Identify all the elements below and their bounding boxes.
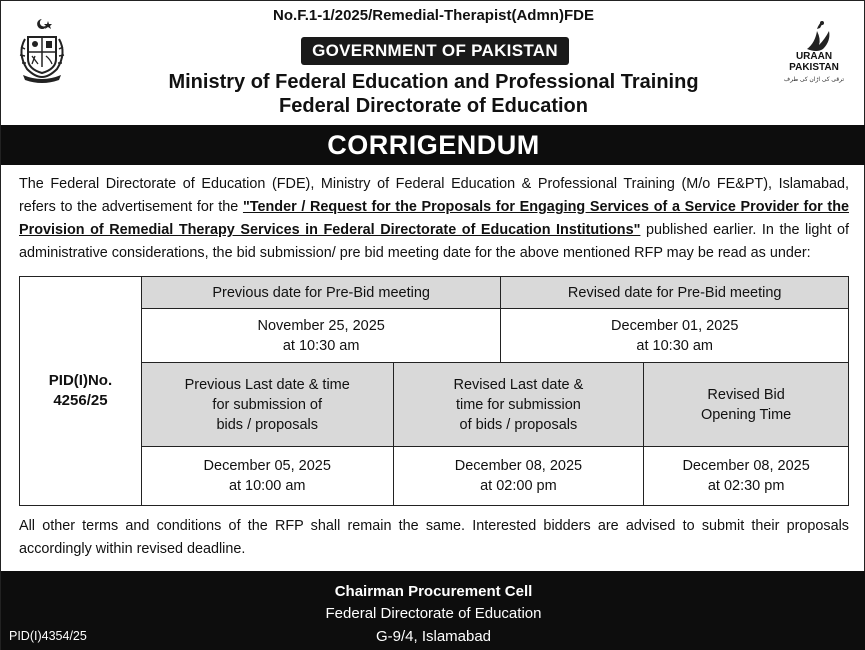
uraan-logo-text — [769, 51, 859, 73]
submission-revised-header — [393, 363, 644, 447]
intro-paragraph — [19, 173, 849, 265]
intro-part-2: published earlier. In the light of administrative considerations, the bid submission/ pre bid meeting date for the above mentioned RFP may be read as under: — [19, 222, 850, 261]
reference-number: No.F.1-1/2025/Remedial-Therapist(Admn)FDE — [273, 7, 594, 24]
submission-previous-date: December 05, 2025 — [203, 458, 331, 474]
dates-table — [19, 276, 849, 506]
corrigendum-title: CORRIGENDUM — [1, 125, 865, 165]
opening-date: December 08, 2025 — [682, 458, 810, 474]
signatory-title: Chairman Procurement Cell — [334, 583, 533, 600]
prebid-revised-cell — [501, 309, 849, 363]
ministry-name: Ministry of Federal Education and Professional Training — [168, 71, 699, 93]
opening-header-line-1: Revised Bid — [707, 386, 785, 403]
opening-time: at 02:30 pm — [707, 478, 785, 494]
prebid-revised-time: at 10:30 am — [636, 337, 713, 354]
opening-time-header — [644, 363, 849, 447]
prebid-previous-header: Previous date for Pre-Bid meeting — [141, 277, 501, 309]
submission-revised-header-line-1: Revised Last date & — [453, 376, 584, 393]
prebid-previous-time: at 10:30 am — [282, 337, 360, 354]
submission-previous-header — [141, 363, 393, 447]
prebid-revised-header: Revised date for Pre-Bid meeting — [501, 277, 849, 309]
tender-title: "Tender / Request for the Proposals for Engaging Services of a Service Provider for the Provision of Remedial Therapy Services in Federal Directorate of Education Institutions" — [19, 199, 849, 238]
directorate-name: Federal Directorate of Education — [279, 95, 588, 117]
intro-part-1: The Federal Directorate of Education (FDE), Ministry of Federal Education & Professional Training (M/o FE&PT), Islamabad, refers to the advertisement for the — [19, 176, 849, 215]
submission-previous-header-line-2: for submission of — [212, 396, 323, 413]
submission-revised-time: at 02:00 pm — [480, 478, 557, 494]
signatory-organization: Federal Directorate of Education — [325, 605, 542, 622]
footer-bar — [1, 571, 865, 650]
closing-paragraph: All other terms and conditions of the RFP shall remain the same. Interested bidders are advised to submit their proposals accordingly within revised deadline. — [19, 518, 849, 557]
government-banner: GOVERNMENT OF PAKISTAN — [301, 37, 569, 65]
submission-previous-time: at 10:00 am — [228, 478, 306, 494]
prebid-previous-date: November 25, 2025 — [257, 317, 385, 334]
uraan-tagline: ترقی کی اڑان کی طرف — [783, 77, 845, 83]
opening-time-cell — [644, 447, 849, 506]
pid-line-1: PID(I)No. — [48, 372, 113, 389]
submission-revised-header-line-2: time for submission — [455, 396, 581, 413]
prebid-revised-date: December 01, 2025 — [611, 317, 739, 334]
pid-cell — [20, 277, 142, 506]
opening-header-line-2: Opening Time — [700, 406, 792, 423]
submission-previous-header-line-3: bids / proposals — [216, 416, 318, 433]
footer-pid: PID(I)4354/25 — [9, 629, 87, 643]
prebid-previous-cell — [141, 309, 501, 363]
pid-line-2: 4256/25 — [53, 392, 108, 409]
submission-previous-cell — [141, 447, 393, 506]
submission-revised-cell — [393, 447, 644, 506]
uraan-line-2: PAKISTAN — [789, 62, 839, 73]
submission-revised-date: December 08, 2025 — [454, 458, 583, 474]
submission-revised-header-line-3: of bids / proposals — [459, 416, 578, 433]
uraan-line-1: URAAN — [795, 51, 833, 62]
signatory-address: G-9/4, Islamabad — [375, 628, 492, 645]
submission-previous-header-line-1: Previous Last date & time — [184, 376, 350, 393]
